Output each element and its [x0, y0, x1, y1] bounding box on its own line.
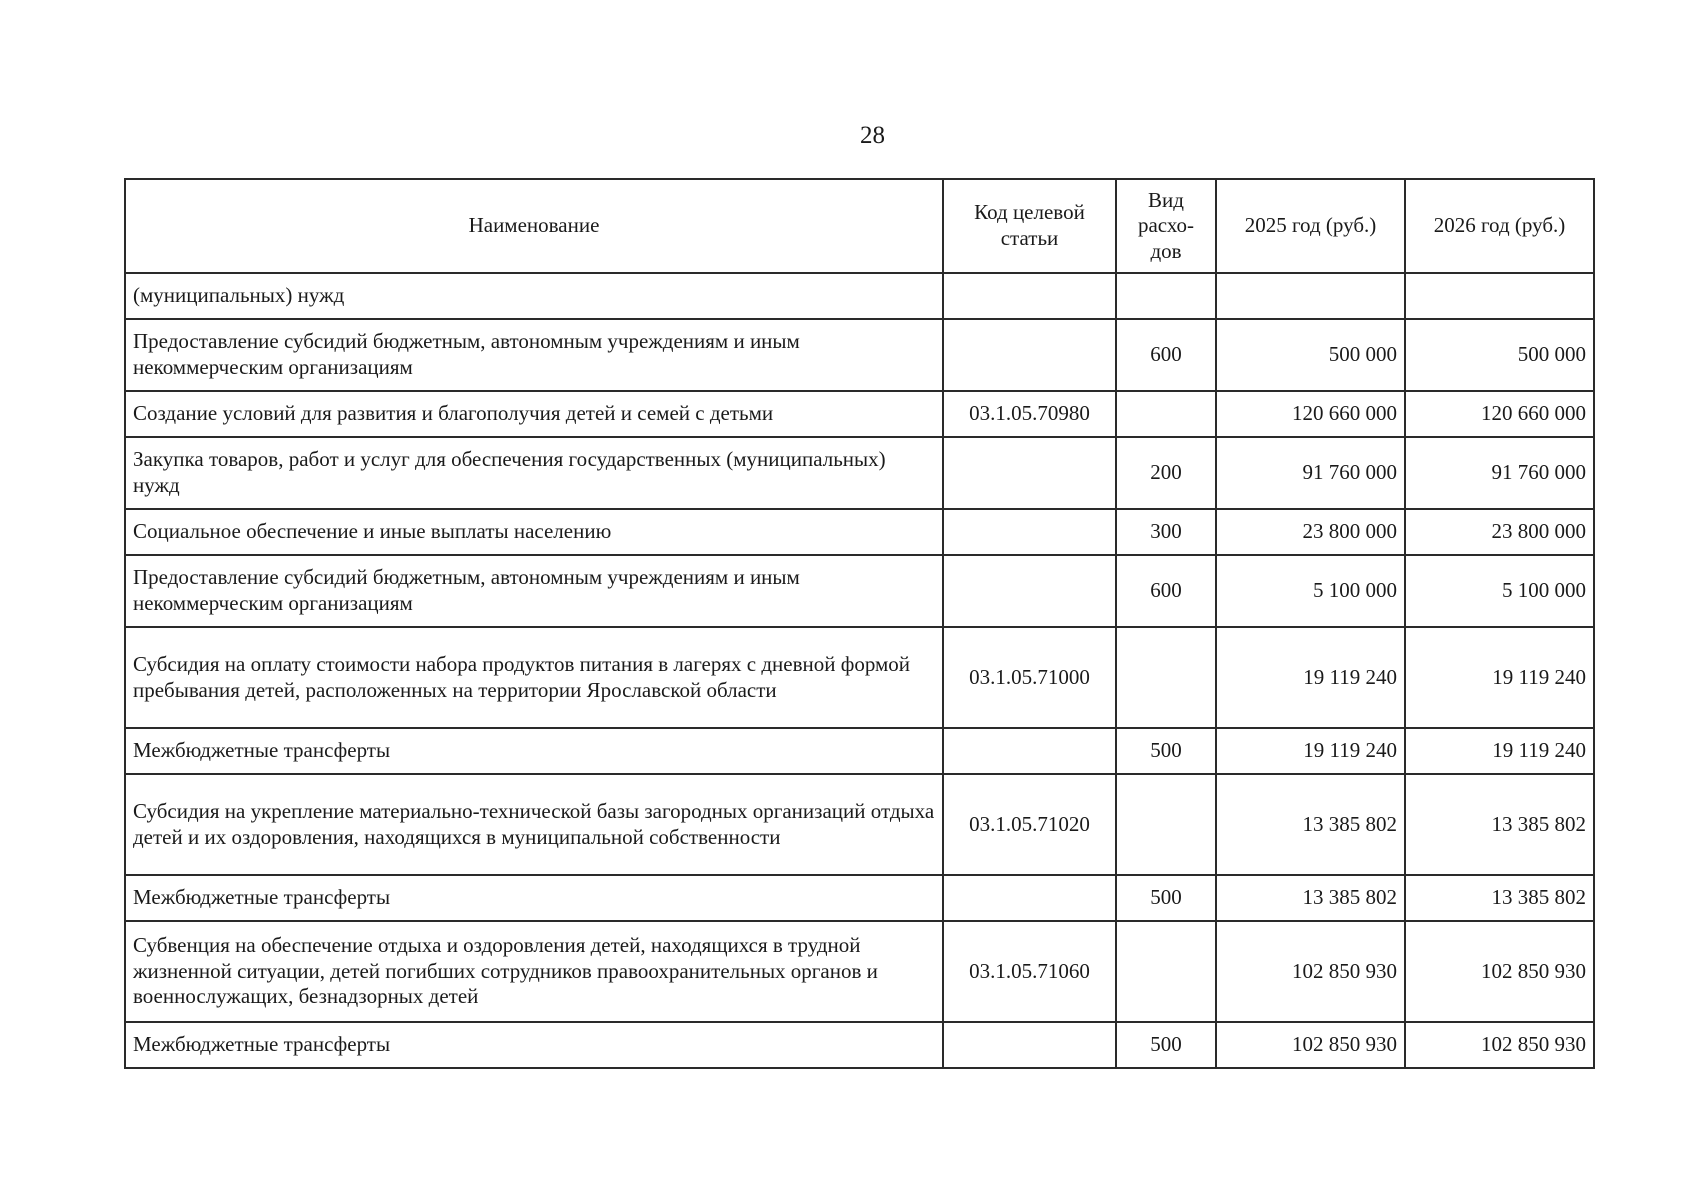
header-2026: 2026 год (руб.)	[1405, 179, 1594, 273]
row-code: 03.1.05.71020	[943, 774, 1116, 875]
row-kind: 600	[1116, 555, 1216, 627]
row-code: 03.1.05.71000	[943, 627, 1116, 728]
row-name: Субвенция на обеспечение отдыха и оздоровления детей, находящихся в трудной жизненной ситуации, детей погибших сотрудников правоохранительных органов и военнослужащих, безнадзорных детей	[125, 921, 943, 1022]
row-kind	[1116, 273, 1216, 319]
table-header-row	[125, 179, 1594, 273]
row-code	[943, 1022, 1116, 1068]
row-name: Межбюджетные трансферты	[125, 875, 943, 921]
table-row	[125, 774, 1594, 875]
row-2026: 102 850 930	[1405, 921, 1594, 1022]
row-2026: 120 660 000	[1405, 391, 1594, 437]
row-kind	[1116, 391, 1216, 437]
table-row	[125, 1022, 1594, 1068]
row-2025: 23 800 000	[1216, 509, 1405, 555]
row-2026: 91 760 000	[1405, 437, 1594, 509]
row-2025: 120 660 000	[1216, 391, 1405, 437]
row-kind: 500	[1116, 875, 1216, 921]
row-kind	[1116, 627, 1216, 728]
row-2025: 5 100 000	[1216, 555, 1405, 627]
row-kind: 300	[1116, 509, 1216, 555]
row-2025: 102 850 930	[1216, 921, 1405, 1022]
row-2025: 19 119 240	[1216, 627, 1405, 728]
table-row	[125, 391, 1594, 437]
row-kind	[1116, 921, 1216, 1022]
row-code: 03.1.05.71060	[943, 921, 1116, 1022]
row-kind: 200	[1116, 437, 1216, 509]
table-row	[125, 875, 1594, 921]
table-row	[125, 437, 1594, 509]
header-name: Наименование	[125, 179, 943, 273]
table-row	[125, 921, 1594, 1022]
header-code: Код целевой статьи	[943, 179, 1116, 273]
row-2025: 500 000	[1216, 319, 1405, 391]
row-2026: 102 850 930	[1405, 1022, 1594, 1068]
table-row	[125, 627, 1594, 728]
header-kind: Вид расхо-дов	[1116, 179, 1216, 273]
page-number: 28	[860, 122, 885, 149]
row-2025: 91 760 000	[1216, 437, 1405, 509]
row-2026: 500 000	[1405, 319, 1594, 391]
row-2026: 19 119 240	[1405, 728, 1594, 774]
row-name: Межбюджетные трансферты	[125, 728, 943, 774]
row-name: Предоставление субсидий бюджетным, автономным учреждениям и иным некоммерческим организациям	[125, 555, 943, 627]
row-2025: 102 850 930	[1216, 1022, 1405, 1068]
row-code: 03.1.05.70980	[943, 391, 1116, 437]
row-2025	[1216, 273, 1405, 319]
row-kind	[1116, 774, 1216, 875]
row-2026: 13 385 802	[1405, 875, 1594, 921]
table-row	[125, 319, 1594, 391]
row-2026: 13 385 802	[1405, 774, 1594, 875]
budget-table	[124, 178, 1595, 1069]
row-name: Межбюджетные трансферты	[125, 1022, 943, 1068]
row-2026	[1405, 273, 1594, 319]
row-code	[943, 509, 1116, 555]
row-2026: 19 119 240	[1405, 627, 1594, 728]
table-row	[125, 273, 1594, 319]
row-code	[943, 437, 1116, 509]
table-row	[125, 555, 1594, 627]
header-2025: 2025 год (руб.)	[1216, 179, 1405, 273]
row-2025: 13 385 802	[1216, 774, 1405, 875]
row-name: Субсидия на оплату стоимости набора продуктов питания в лагерях с дневной формой пребывания детей, расположенных на территории Ярославской области	[125, 627, 943, 728]
row-code	[943, 875, 1116, 921]
row-name: Социальное обеспечение и иные выплаты населению	[125, 509, 943, 555]
row-name: (муниципальных) нужд	[125, 273, 943, 319]
row-code	[943, 728, 1116, 774]
row-2026: 5 100 000	[1405, 555, 1594, 627]
row-name: Субсидия на укрепление материально-технической базы загородных организаций отдыха детей и их оздоровления, находящихся в муниципальной собственности	[125, 774, 943, 875]
row-kind: 500	[1116, 1022, 1216, 1068]
row-code	[943, 273, 1116, 319]
table-body	[125, 273, 1594, 1068]
row-code	[943, 555, 1116, 627]
row-name: Создание условий для развития и благополучия детей и семей с детьми	[125, 391, 943, 437]
row-2025: 13 385 802	[1216, 875, 1405, 921]
row-code	[943, 319, 1116, 391]
table-row	[125, 728, 1594, 774]
row-2025: 19 119 240	[1216, 728, 1405, 774]
row-2026: 23 800 000	[1405, 509, 1594, 555]
row-kind: 600	[1116, 319, 1216, 391]
row-name: Закупка товаров, работ и услуг для обеспечения государственных (муниципальных) нужд	[125, 437, 943, 509]
row-name: Предоставление субсидий бюджетным, автономным учреждениям и иным некоммерческим организациям	[125, 319, 943, 391]
table-row	[125, 509, 1594, 555]
row-kind: 500	[1116, 728, 1216, 774]
